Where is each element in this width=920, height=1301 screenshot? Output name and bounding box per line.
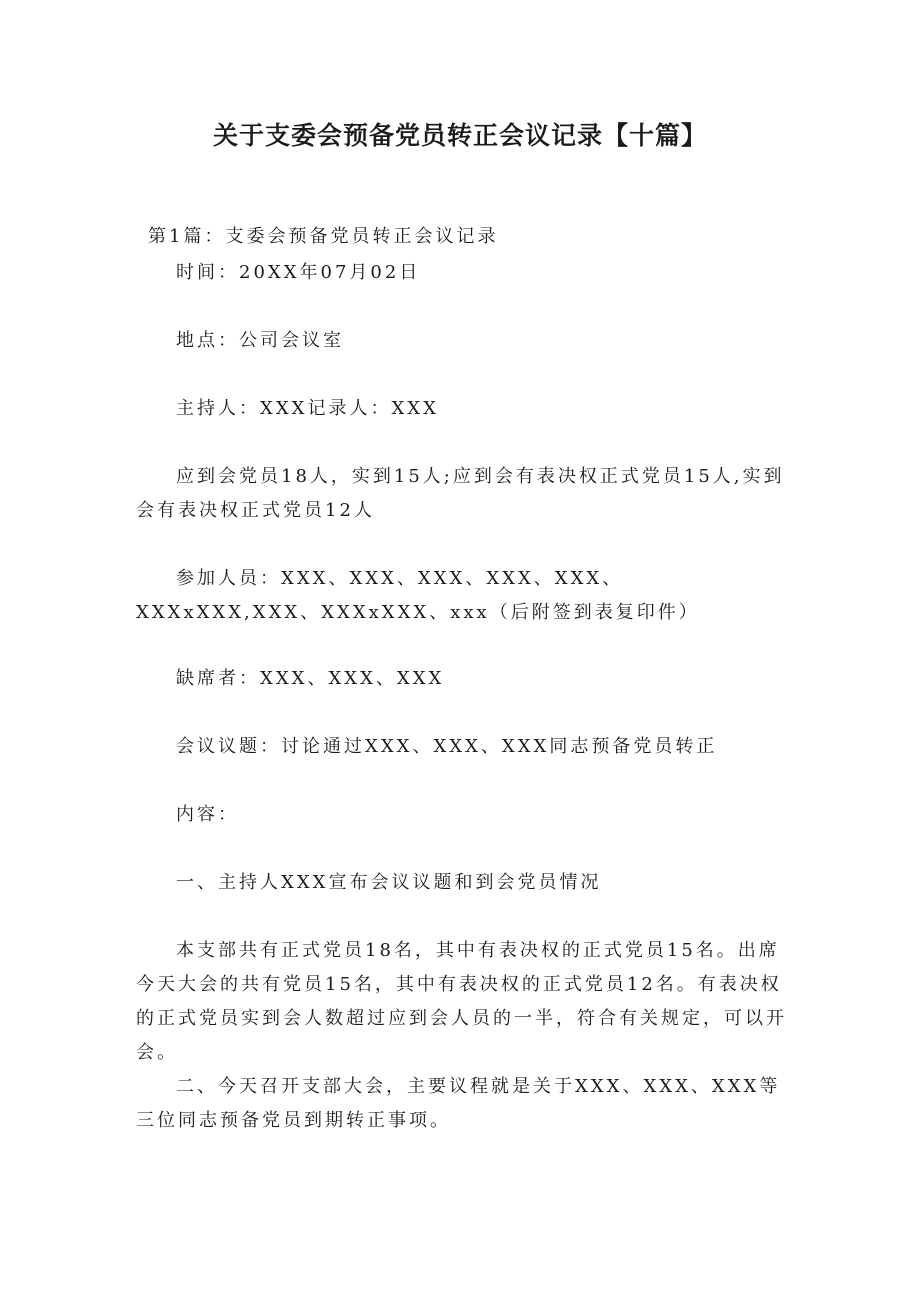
meeting-host: 主持人：XXX记录人：XXX — [176, 398, 439, 419]
meeting-topic: 会议议题：讨论通过XXX、XXX、XXX同志预备党员转正 — [176, 736, 718, 757]
participants-paragraph: 参加人员：XXX、XXX、XXX、XXX、XXX、XXXxXXX,XXX、XXXxXXX、xxx（后附签到表复印件） — [136, 568, 700, 623]
document-title: 关于支委会预备党员转正会议记录【十篇】 — [212, 121, 707, 150]
absent-paragraph: 缺席者：XXX、XXX、XXX — [176, 668, 445, 689]
meeting-time: 时间：20XX年07月02日 — [176, 262, 421, 283]
item-1-body: 本支部共有正式党员18名，其中有表决权的正式党员15名。出席今天大会的共有党员15名，其中有表决权的正式党员12名。有表决权的正式党员实到会人数超过应到会人员的一半，符合有关规定，可以开会。 — [136, 940, 787, 1063]
meeting-place: 地点：公司会议室 — [176, 330, 344, 351]
content-label: 内容： — [176, 804, 239, 825]
attendance-paragraph: 应到会党员18人，实到15人;应到会有表决权正式党员15人,实到会有表决权正式党员12人 — [136, 466, 785, 521]
section-heading: 第1篇：支委会预备党员转正会议记录 — [148, 226, 499, 247]
item-2-paragraph: 二、今天召开支部大会，主要议程就是关于XXX、XXX、XXX等三位同志预备党员到期转正事项。 — [136, 1076, 781, 1131]
item-1-heading: 一、主持人XXX宣布会议议题和到会党员情况 — [176, 872, 602, 893]
